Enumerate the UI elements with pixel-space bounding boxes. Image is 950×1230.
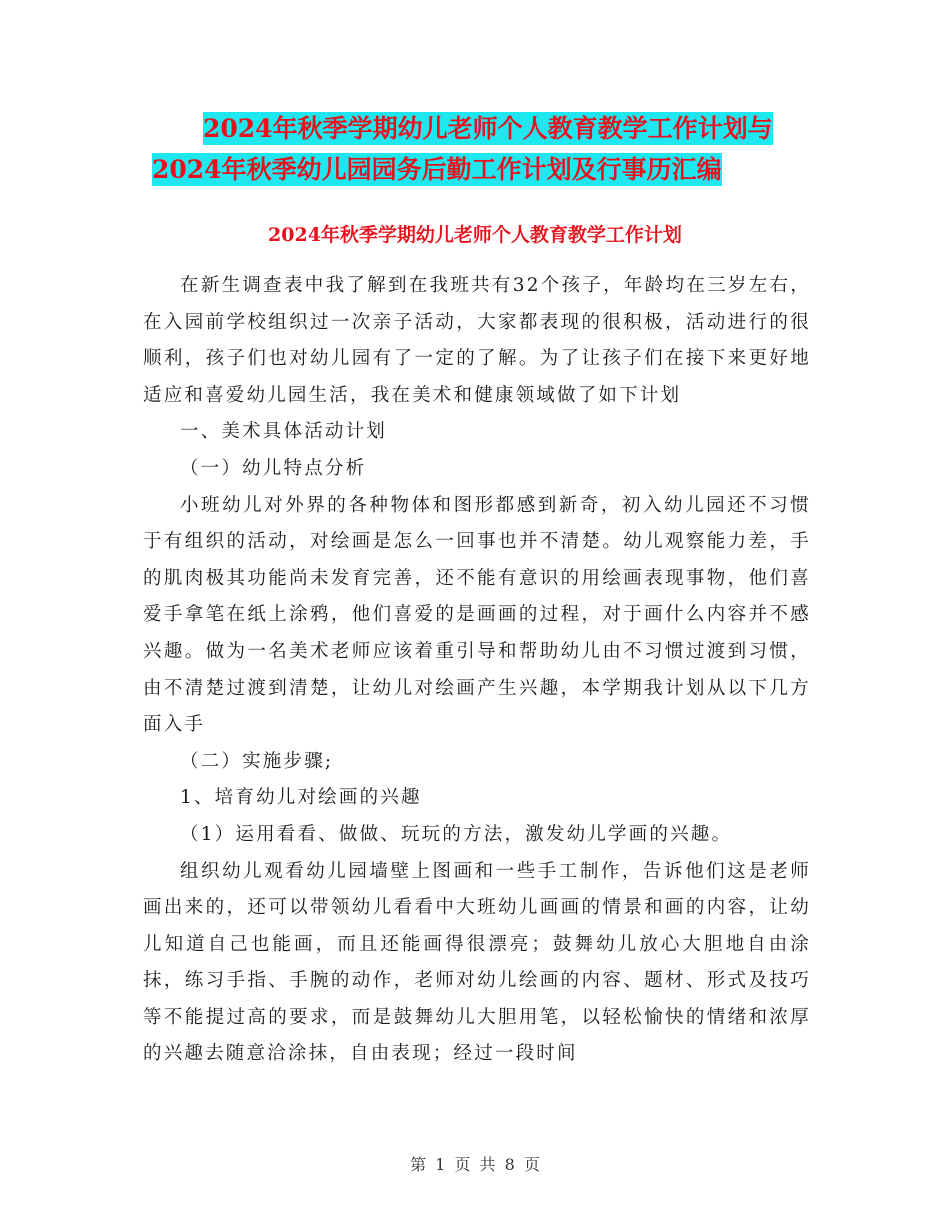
main-title-line-1: 2024年秋季学期幼儿老师个人教育教学工作计划与 xyxy=(203,114,773,143)
heading-art-plan: 一、美术具体活动计划 xyxy=(180,421,388,443)
heading-child-analysis: （一）幼儿特点分析 xyxy=(180,457,367,479)
main-title-line-2: 2024年秋季幼儿园园务后勤工作计划及行事历汇编 xyxy=(152,155,722,184)
paragraph-analysis: 小班幼儿对外界的各种物体和图形都感到新奇，初入幼儿园还不习惯于有组织的活动，对绘画是怎么一回事也并不清楚。幼儿观察能力差，手的肌肉极其功能尚未发育完善，还不能有意识的用绘画表现事物，他们喜爱手拿笔在纸上涂鸦，他们喜爱的是画画的过程，对于画什么内容并不感兴趣。做为一名美术老师应该着重引导和帮助幼儿由不习惯过渡到习惯，由不清楚过渡到清楚，让幼儿对绘画产生兴趣，本学期我计划从以下几方面入手 xyxy=(143,494,811,736)
heading-method: （1）运用看看、做做、玩玩的方法，激发幼儿学画的兴趣。 xyxy=(180,823,733,845)
main-title xyxy=(152,108,812,190)
paragraph-method: 组织幼儿观看幼儿园墙壁上图画和一些手工制作，告诉他们这是老师画出来的，还可以带领幼儿看看中大班幼儿画画的情景和画的内容，让幼儿知道自己也能画，而且还能画得很漂亮；鼓舞幼儿放心大胆地自由涂抹，练习手指、手腕的动作，老师对幼儿绘画的内容、题材、形式及技巧等不能提过高的要求，而是鼓舞幼儿大胆用笔，以轻松愉快的情绪和浓厚的兴趣去随意洽涂抹，自由表现；经过一段时间 xyxy=(143,860,811,1065)
section-title: 2024年秋季学期幼儿老师个人教育教学工作计划 xyxy=(268,224,682,246)
page-footer: 第 1 页 共 8 页 xyxy=(410,1155,540,1174)
heading-steps: （二）实施步骤; xyxy=(180,750,334,772)
heading-interest: 1、培育幼儿对绘画的兴趣 xyxy=(180,787,422,809)
body-text xyxy=(143,268,811,1073)
paragraph-intro: 在新生调查表中我了解到在我班共有32个孩子，年龄均在三岁左右，在入园前学校组织过一次亲子活动，大家都表现的很积极，活动进行的很顺利，孩子们也对幼儿园有了一定的了解。为了让孩子们在接下来更好地适应和喜爱幼儿园生活，我在美术和健康领域做了如下计划 xyxy=(143,275,811,406)
